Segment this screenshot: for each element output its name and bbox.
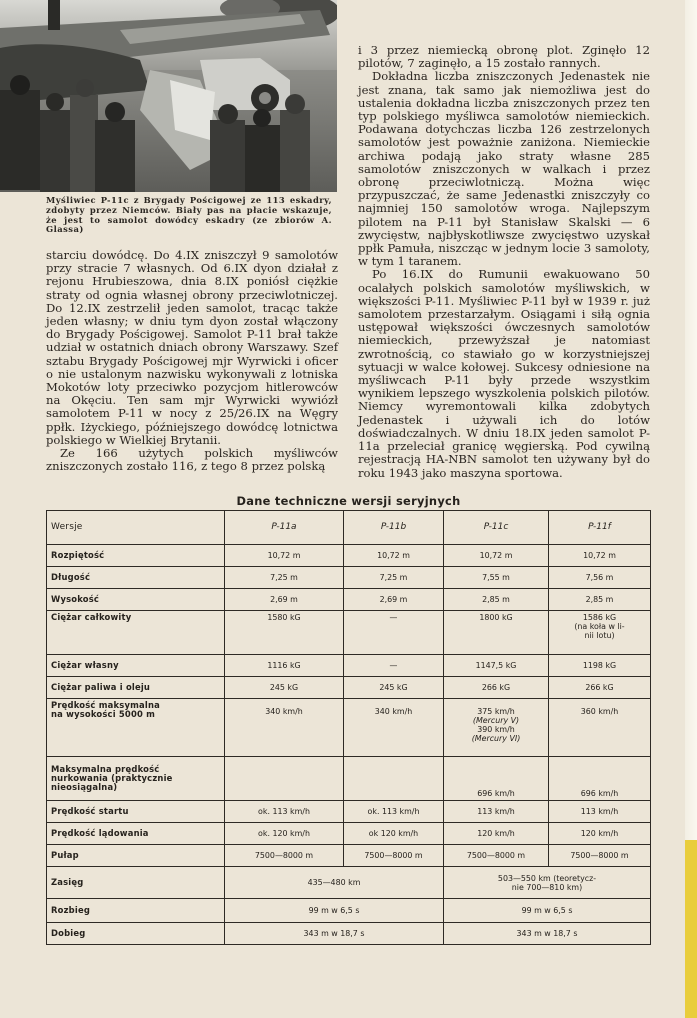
row-label: Rozbieg <box>47 899 225 923</box>
table-cell <box>344 757 444 801</box>
table-cell: — <box>344 655 444 677</box>
row-label: Długość <box>47 567 225 589</box>
table-cell <box>549 611 651 655</box>
table-cell: 2,85 m <box>444 589 549 611</box>
table-cell: 7500—8000 m <box>444 845 549 867</box>
table-cell: 1198 kG <box>549 655 651 677</box>
table-cell: 266 kG <box>549 677 651 699</box>
table-cell: ok. 113 km/h <box>225 801 344 823</box>
row-label: Pułap <box>47 845 225 867</box>
table-cell: 10,72 m <box>225 545 344 567</box>
table-cell: 10,72 m <box>344 545 444 567</box>
label-line: na wysokości 5000 m <box>51 709 156 719</box>
paragraph: starciu dowódcę. Do 4.IX zniszczył 9 samolotów przy stracie 7 własnych. Od 6.IX dyon działał z rejonu Hrubieszowa, dnia 8.IX poniósł ciężkie straty od ognia własnej obrony przeciwlotniczej. Do 12.IX zestrzelił jeden samolot, tracąc także jeden własny; w dniu tym dyon został włączony do Brygady Pościgowej. Samolot P-11 brał także udział w ostatnich dniach obrony Warszawy. Szef sztabu Brygady Pościgowej mjr Wyrwicki i oficer o nie ustalonym nazwisku wykonywali z lotniska Mokotów loty przeciwko pozycjom hitlerowców na Okęciu. Ten sam mjr Wyrwicki wywiózł samolotem P-11 w nocy z 25/26.IX na Węgry ppłk. Iżyckiego, późniejszego dowódcę lotnictwa polskiego w Wielkiej Brytanii. <box>46 248 338 447</box>
table-header-cell: Wersje <box>47 511 225 545</box>
table-cell: 266 kG <box>444 677 549 699</box>
table-cell: 340 km/h <box>225 699 344 757</box>
table-cell: 2,69 m <box>225 589 344 611</box>
table-cell: 113 km/h <box>549 801 651 823</box>
spec-table <box>46 510 651 945</box>
cell-line: 503—550 km (teoretycz- <box>497 873 597 883</box>
table-header-cell: P-11b <box>344 511 444 545</box>
row-label: Ciężar całkowity <box>47 611 225 655</box>
table-row <box>47 611 651 655</box>
table-row <box>47 677 651 699</box>
table-cell: 99 m w 6,5 s <box>225 899 444 923</box>
cell-line: (Mercury V) <box>472 716 520 725</box>
table-cell: 245 kG <box>344 677 444 699</box>
left-text-column <box>46 249 338 473</box>
table-cell: 2,69 m <box>344 589 444 611</box>
page-tab-marker <box>685 840 697 1018</box>
table-row <box>47 801 651 823</box>
table-row <box>47 545 651 567</box>
table-cell: 7,25 m <box>344 567 444 589</box>
row-label <box>47 699 225 757</box>
table-cell: — <box>344 611 444 655</box>
table-cell: 1580 kG <box>225 611 344 655</box>
table-cell: 245 kG <box>225 677 344 699</box>
row-label: Ciężar własny <box>47 655 225 677</box>
table-cell: 343 m w 18,7 s <box>225 923 444 945</box>
table-cell: 7,25 m <box>225 567 344 589</box>
table-row <box>47 867 651 899</box>
table-row <box>47 823 651 845</box>
row-label: Prędkość startu <box>47 801 225 823</box>
cell-line: 390 km/h <box>477 725 515 734</box>
paragraph: i 3 przez niemiecką obronę plot. Zginęło 12 pilotów, 7 zaginęło, a 15 zostało rannych. <box>358 43 650 71</box>
table-cell: 7500—8000 m <box>344 845 444 867</box>
paragraph: Po 16.IX do Rumunii ewakuowano 50 ocalałych polskich samolotów myśliwskich, w większości P-11. Myśliwiec P-11 był w 1939 r. już samolotem przestarzałym. Osiągami i siłą ognia ustępował większości ówczesnych samolotów niemieckich, przewyższał je natomiast zwrotnością, co stawiało go w korzystniejszej sytuacji w walce kołowej. Sukcesy odniesione na myśliwcach P-11 były przede wszystkim wynikiem lepszego wyszkolenia polskich pilotów. Niemcy wyremontowali kilka zdobytych Jedenastek i używali ich do lotów doświadczalnych. W dniu 18.IX jeden samolot P-11a przeleciał granicę węgierską. Pod cywilną rejestracją HA-NBN samolot ten używany był do roku 1943 jako maszyna sportowa. <box>358 267 650 480</box>
table-cell: 120 km/h <box>444 823 549 845</box>
table-cell: 435—480 km <box>225 867 444 899</box>
table-row <box>47 845 651 867</box>
cell-line: 375 km/h <box>477 707 515 716</box>
table-cell: ok 120 km/h <box>344 823 444 845</box>
photo-icon <box>0 0 337 192</box>
table-cell: ok. 120 km/h <box>225 823 344 845</box>
label-line: nieosiągalna) <box>51 782 118 792</box>
table-header-row <box>47 511 651 545</box>
row-label: Dobieg <box>47 923 225 945</box>
table-cell: 696 km/h <box>444 757 549 801</box>
table-cell <box>225 757 344 801</box>
label-line: Maksymalna prędkość <box>51 764 160 774</box>
right-text-column <box>358 44 650 480</box>
table-cell: 7500—8000 m <box>225 845 344 867</box>
row-label: Rozpiętość <box>47 545 225 567</box>
table-row <box>47 589 651 611</box>
row-label: Wysokość <box>47 589 225 611</box>
cell-line: nie 700—810 km) <box>511 882 583 892</box>
table-row <box>47 923 651 945</box>
aircraft-photo <box>0 0 337 192</box>
paragraph: Dokładna liczba zniszczonych Jedenastek nie jest znana, tak samo jak niemożliwa jest do ustalenia dokładna liczba zniszczonych przez ten typ polskiego myśliwca samolotów niemieckich. Podawana dotychczas liczba 126 zestrzelonych samolotów jest poważnie zaniżona. Niemieckie archiwa podają jako straty własne 285 samolotów zniszczonych w walkach i przez obronę przeciwlotniczą. Można więc przypuszczać, że same Jedenastki zniszczyły co najmniej 150 samolotów wroga. Najlepszym pilotem na P-11 był Stanisław Skalski — 6 zwycięstw, najbłyskotliwsze zwycięstwo uzyskał ppłk Pamuła, niszcząc w jednym locie 3 samoloty, w tym 1 taranem. <box>358 69 650 269</box>
table-row <box>47 899 651 923</box>
table-cell: 1147,5 kG <box>444 655 549 677</box>
table-cell: 343 m w 18,7 s <box>444 923 651 945</box>
cell-line: (na koła w li- <box>574 622 625 631</box>
table-cell: 10,72 m <box>444 545 549 567</box>
table-cell: 1116 kG <box>225 655 344 677</box>
label-line: Prędkość maksymalna <box>51 700 160 710</box>
table-cell: 113 km/h <box>444 801 549 823</box>
row-label <box>47 757 225 801</box>
table-cell: 2,85 m <box>549 589 651 611</box>
table-row <box>47 567 651 589</box>
table-cell: 7,55 m <box>444 567 549 589</box>
paragraph: Ze 166 użytych polskich myśliwców zniszczonych zostało 116, z tego 8 przez polską <box>46 446 338 474</box>
label-line: nurkowania (praktycznie <box>51 773 173 783</box>
table-cell <box>444 867 651 899</box>
table-cell: 99 m w 6,5 s <box>444 899 651 923</box>
table-cell: 7500—8000 m <box>549 845 651 867</box>
cell-line: 1586 kG <box>582 613 617 622</box>
table-row <box>47 655 651 677</box>
table-cell: 360 km/h <box>549 699 651 757</box>
table-row <box>47 699 651 757</box>
table-title: Dane techniczne wersji seryjnych <box>236 494 461 508</box>
row-label: Zasięg <box>47 867 225 899</box>
table-cell: 7,56 m <box>549 567 651 589</box>
table-row <box>47 757 651 801</box>
table-cell: ok. 113 km/h <box>344 801 444 823</box>
photo-caption: Myśliwiec P-11c z Brygady Pościgowej ze 113 eskadry, zdobyty przez Niemców. Biały pas na płacie wskazuje, że jest to samolot dowódcy eskadry (ze zbiorów A. Glassa) <box>46 195 332 235</box>
table-cell: 1800 kG <box>444 611 549 655</box>
table-cell <box>444 699 549 757</box>
cell-line: nii lotu) <box>584 631 615 640</box>
row-label: Prędkość lądowania <box>47 823 225 845</box>
row-label: Ciężar paliwa i oleju <box>47 677 225 699</box>
table-cell: 340 km/h <box>344 699 444 757</box>
table-header-cell: P-11c <box>444 511 549 545</box>
table-header-cell: P-11a <box>225 511 344 545</box>
cell-line: (Mercury VI) <box>471 734 521 743</box>
table-header-cell: P-11f <box>549 511 651 545</box>
table-cell: 120 km/h <box>549 823 651 845</box>
table-cell: 696 km/h <box>549 757 651 801</box>
table-cell: 10,72 m <box>549 545 651 567</box>
